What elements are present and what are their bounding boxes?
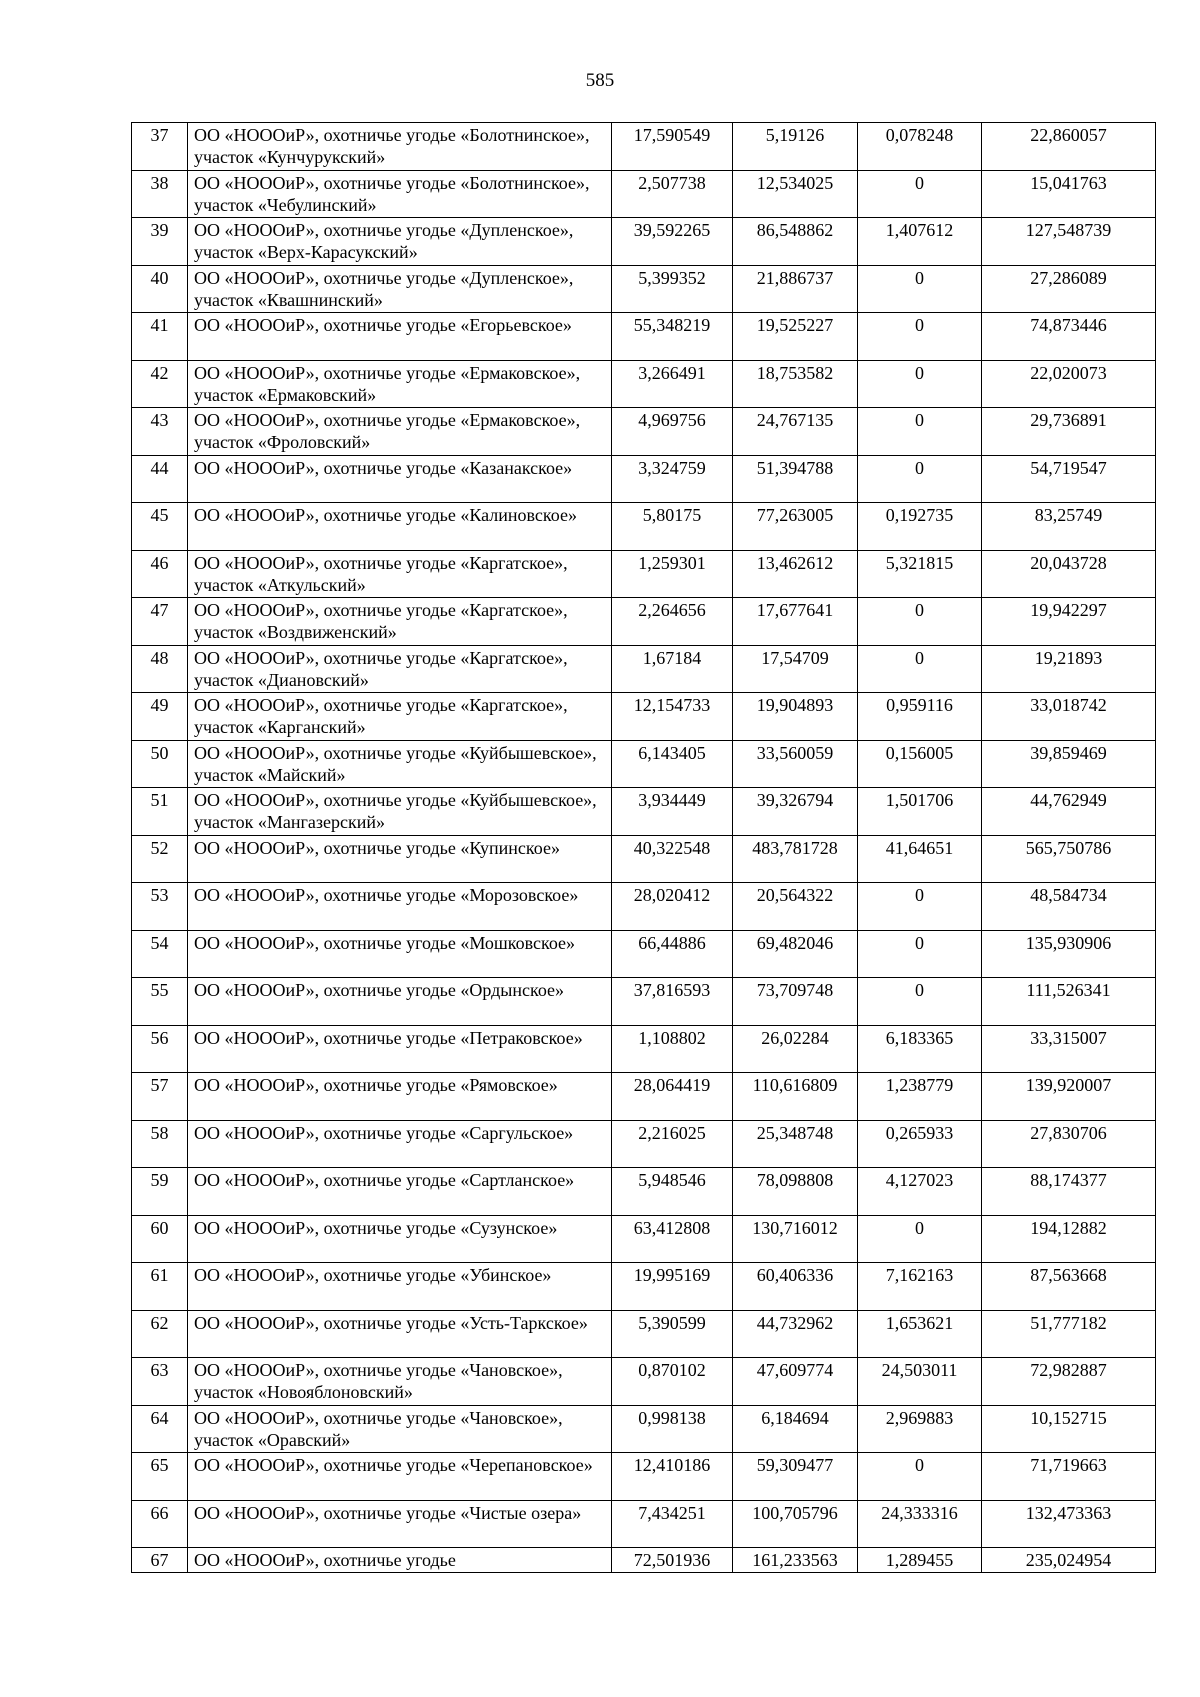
total-value-cell: 74,873446 [982, 313, 1156, 361]
hunting-ground-name-cell: ОО «НОООиР», охотничье угодье «Болотнинское», участок «Кунчурукский» [188, 123, 612, 171]
value-1-cell: 72,501936 [612, 1548, 733, 1573]
hunting-ground-name-cell: ОО «НОООиР», охотничье угодье «Егорьевское» [188, 313, 612, 361]
total-value-cell: 88,174377 [982, 1168, 1156, 1216]
row-number-cell: 51 [132, 788, 188, 836]
value-1-cell: 66,44886 [612, 930, 733, 978]
table-row [132, 313, 1156, 361]
hunting-ground-name-cell: ОО «НОООиР», охотничье угодье «Сузунское» [188, 1215, 612, 1263]
table-row [132, 978, 1156, 1026]
value-3-cell: 0 [858, 360, 982, 408]
table-row [132, 1120, 1156, 1168]
value-2-cell: 161,233563 [733, 1548, 858, 1573]
total-value-cell: 22,860057 [982, 123, 1156, 171]
row-number-cell: 60 [132, 1215, 188, 1263]
row-number-cell: 52 [132, 835, 188, 883]
value-2-cell: 130,716012 [733, 1215, 858, 1263]
total-value-cell: 27,286089 [982, 265, 1156, 313]
total-value-cell: 194,12882 [982, 1215, 1156, 1263]
table-row [132, 1500, 1156, 1548]
total-value-cell: 15,041763 [982, 170, 1156, 218]
hunting-ground-name-cell: ОО «НОООиР», охотничье угодье «Каргатское», участок «Карганский» [188, 693, 612, 741]
hunting-ground-name-cell: ОО «НОООиР», охотничье угодье «Мошковское» [188, 930, 612, 978]
value-3-cell: 0 [858, 1215, 982, 1263]
table-row [132, 1215, 1156, 1263]
row-number-cell: 38 [132, 170, 188, 218]
value-1-cell: 28,020412 [612, 883, 733, 931]
total-value-cell: 33,018742 [982, 693, 1156, 741]
value-3-cell: 0,078248 [858, 123, 982, 171]
value-1-cell: 39,592265 [612, 218, 733, 266]
table-row [132, 360, 1156, 408]
total-value-cell: 10,152715 [982, 1405, 1156, 1453]
value-1-cell: 0,998138 [612, 1405, 733, 1453]
value-3-cell: 5,321815 [858, 550, 982, 598]
hunting-ground-name-cell: ОО «НОООиР», охотничье угодье «Дупленское», участок «Квашнинский» [188, 265, 612, 313]
hunting-grounds-table [131, 122, 1156, 1573]
value-1-cell: 5,399352 [612, 265, 733, 313]
row-number-cell: 56 [132, 1025, 188, 1073]
value-2-cell: 17,54709 [733, 645, 858, 693]
hunting-ground-name-cell: ОО «НОООиР», охотничье угодье «Чановское», участок «Оравский» [188, 1405, 612, 1453]
value-2-cell: 17,677641 [733, 598, 858, 646]
hunting-ground-name-cell: ОО «НОООиР», охотничье угодье «Сартланское» [188, 1168, 612, 1216]
table-row [132, 835, 1156, 883]
row-number-cell: 64 [132, 1405, 188, 1453]
total-value-cell: 54,719547 [982, 455, 1156, 503]
value-2-cell: 110,616809 [733, 1073, 858, 1121]
value-3-cell: 0 [858, 645, 982, 693]
value-1-cell: 28,064419 [612, 1073, 733, 1121]
value-3-cell: 0 [858, 408, 982, 456]
table-row [132, 1405, 1156, 1453]
total-value-cell: 19,21893 [982, 645, 1156, 693]
value-1-cell: 12,154733 [612, 693, 733, 741]
total-value-cell: 132,473363 [982, 1500, 1156, 1548]
table-row [132, 550, 1156, 598]
hunting-ground-name-cell: ОО «НОООиР», охотничье угодье «Убинское» [188, 1263, 612, 1311]
hunting-ground-name-cell: ОО «НОООиР», охотничье угодье «Дупленское», участок «Верх-Карасукский» [188, 218, 612, 266]
value-3-cell: 0 [858, 1453, 982, 1501]
value-2-cell: 21,886737 [733, 265, 858, 313]
value-3-cell: 1,407612 [858, 218, 982, 266]
row-number-cell: 41 [132, 313, 188, 361]
value-2-cell: 100,705796 [733, 1500, 858, 1548]
value-1-cell: 3,266491 [612, 360, 733, 408]
value-3-cell: 0,265933 [858, 1120, 982, 1168]
value-2-cell: 18,753582 [733, 360, 858, 408]
table-row [132, 598, 1156, 646]
value-2-cell: 483,781728 [733, 835, 858, 883]
value-1-cell: 0,870102 [612, 1358, 733, 1406]
row-number-cell: 62 [132, 1310, 188, 1358]
value-3-cell: 4,127023 [858, 1168, 982, 1216]
value-1-cell: 2,264656 [612, 598, 733, 646]
row-number-cell: 65 [132, 1453, 188, 1501]
page-number: 585 [585, 70, 615, 91]
value-3-cell: 1,289455 [858, 1548, 982, 1573]
value-2-cell: 59,309477 [733, 1453, 858, 1501]
row-number-cell: 55 [132, 978, 188, 1026]
value-1-cell: 5,80175 [612, 503, 733, 551]
value-3-cell: 0 [858, 930, 982, 978]
value-3-cell: 6,183365 [858, 1025, 982, 1073]
hunting-ground-name-cell: ОО «НОООиР», охотничье угодье «Каргатское», участок «Диановский» [188, 645, 612, 693]
value-2-cell: 86,548862 [733, 218, 858, 266]
hunting-ground-name-cell: ОО «НОООиР», охотничье угодье «Усть-Таркское» [188, 1310, 612, 1358]
value-3-cell: 0 [858, 455, 982, 503]
value-2-cell: 51,394788 [733, 455, 858, 503]
value-1-cell: 4,969756 [612, 408, 733, 456]
value-1-cell: 1,259301 [612, 550, 733, 598]
value-3-cell: 1,238779 [858, 1073, 982, 1121]
value-1-cell: 3,324759 [612, 455, 733, 503]
table-row [132, 693, 1156, 741]
total-value-cell: 235,024954 [982, 1548, 1156, 1573]
value-2-cell: 60,406336 [733, 1263, 858, 1311]
hunting-ground-name-cell: ОО «НОООиР», охотничье угодье «Каргатское», участок «Аткульский» [188, 550, 612, 598]
row-number-cell: 50 [132, 740, 188, 788]
total-value-cell: 27,830706 [982, 1120, 1156, 1168]
hunting-ground-name-cell: ОО «НОООиР», охотничье угодье «Ермаковское», участок «Ермаковский» [188, 360, 612, 408]
row-number-cell: 48 [132, 645, 188, 693]
table-row [132, 1168, 1156, 1216]
value-3-cell: 24,503011 [858, 1358, 982, 1406]
row-number-cell: 45 [132, 503, 188, 551]
value-3-cell: 0 [858, 883, 982, 931]
value-3-cell: 1,653621 [858, 1310, 982, 1358]
value-1-cell: 55,348219 [612, 313, 733, 361]
hunting-ground-name-cell: ОО «НОООиР», охотничье угодье «Саргульское» [188, 1120, 612, 1168]
value-2-cell: 19,904893 [733, 693, 858, 741]
row-number-cell: 54 [132, 930, 188, 978]
hunting-ground-name-cell: ОО «НОООиР», охотничье угодье «Болотнинское», участок «Чебулинский» [188, 170, 612, 218]
value-2-cell: 69,482046 [733, 930, 858, 978]
value-3-cell: 0,156005 [858, 740, 982, 788]
row-number-cell: 40 [132, 265, 188, 313]
value-1-cell: 1,108802 [612, 1025, 733, 1073]
row-number-cell: 67 [132, 1548, 188, 1573]
table-row [132, 408, 1156, 456]
hunting-ground-name-cell: ОО «НОООиР», охотничье угодье «Морозовское» [188, 883, 612, 931]
value-3-cell: 0,959116 [858, 693, 982, 741]
value-3-cell: 0 [858, 265, 982, 313]
total-value-cell: 22,020073 [982, 360, 1156, 408]
total-value-cell: 51,777182 [982, 1310, 1156, 1358]
hunting-ground-name-cell: ОО «НОООиР», охотничье угодье «Куйбышевское», участок «Мангазерский» [188, 788, 612, 836]
table-row [132, 218, 1156, 266]
total-value-cell: 71,719663 [982, 1453, 1156, 1501]
table-row [132, 503, 1156, 551]
total-value-cell: 565,750786 [982, 835, 1156, 883]
table-row [132, 930, 1156, 978]
table-row [132, 265, 1156, 313]
hunting-ground-name-cell: ОО «НОООиР», охотничье угодье «Чистые озера» [188, 1500, 612, 1548]
value-2-cell: 47,609774 [733, 1358, 858, 1406]
value-2-cell: 5,19126 [733, 123, 858, 171]
value-3-cell: 7,162163 [858, 1263, 982, 1311]
value-3-cell: 0,192735 [858, 503, 982, 551]
table-row [132, 170, 1156, 218]
total-value-cell: 20,043728 [982, 550, 1156, 598]
row-number-cell: 46 [132, 550, 188, 598]
hunting-ground-name-cell: ОО «НОООиР», охотничье угодье [188, 1548, 612, 1573]
value-2-cell: 20,564322 [733, 883, 858, 931]
value-1-cell: 7,434251 [612, 1500, 733, 1548]
value-3-cell: 24,333316 [858, 1500, 982, 1548]
value-1-cell: 12,410186 [612, 1453, 733, 1501]
row-number-cell: 57 [132, 1073, 188, 1121]
value-3-cell: 1,501706 [858, 788, 982, 836]
table-row [132, 1073, 1156, 1121]
hunting-ground-name-cell: ОО «НОООиР», охотничье угодье «Чановское», участок «Новояблоновский» [188, 1358, 612, 1406]
value-2-cell: 24,767135 [733, 408, 858, 456]
total-value-cell: 83,25749 [982, 503, 1156, 551]
value-1-cell: 2,216025 [612, 1120, 733, 1168]
table-row [132, 788, 1156, 836]
table-row [132, 1358, 1156, 1406]
table-row [132, 740, 1156, 788]
row-number-cell: 42 [132, 360, 188, 408]
table-row [132, 123, 1156, 171]
row-number-cell: 66 [132, 1500, 188, 1548]
row-number-cell: 49 [132, 693, 188, 741]
value-2-cell: 78,098808 [733, 1168, 858, 1216]
total-value-cell: 19,942297 [982, 598, 1156, 646]
value-3-cell: 0 [858, 598, 982, 646]
row-number-cell: 43 [132, 408, 188, 456]
table-row [132, 1453, 1156, 1501]
table-row [132, 1025, 1156, 1073]
value-2-cell: 13,462612 [733, 550, 858, 598]
total-value-cell: 139,920007 [982, 1073, 1156, 1121]
value-3-cell: 0 [858, 170, 982, 218]
hunting-ground-name-cell: ОО «НОООиР», охотничье угодье «Калиновское» [188, 503, 612, 551]
row-number-cell: 61 [132, 1263, 188, 1311]
table-row [132, 1263, 1156, 1311]
table-row [132, 645, 1156, 693]
hunting-ground-name-cell: ОО «НОООиР», охотничье угодье «Ермаковское», участок «Фроловский» [188, 408, 612, 456]
row-number-cell: 59 [132, 1168, 188, 1216]
table-row [132, 1310, 1156, 1358]
total-value-cell: 135,930906 [982, 930, 1156, 978]
value-3-cell: 2,969883 [858, 1405, 982, 1453]
row-number-cell: 47 [132, 598, 188, 646]
value-2-cell: 26,02284 [733, 1025, 858, 1073]
value-1-cell: 37,816593 [612, 978, 733, 1026]
total-value-cell: 127,548739 [982, 218, 1156, 266]
hunting-ground-name-cell: ОО «НОООиР», охотничье угодье «Рямовское» [188, 1073, 612, 1121]
value-1-cell: 63,412808 [612, 1215, 733, 1263]
value-3-cell: 0 [858, 313, 982, 361]
hunting-ground-name-cell: ОО «НОООиР», охотничье угодье «Купинское» [188, 835, 612, 883]
value-1-cell: 3,934449 [612, 788, 733, 836]
value-2-cell: 19,525227 [733, 313, 858, 361]
row-number-cell: 39 [132, 218, 188, 266]
value-1-cell: 1,67184 [612, 645, 733, 693]
value-2-cell: 44,732962 [733, 1310, 858, 1358]
row-number-cell: 63 [132, 1358, 188, 1406]
value-2-cell: 33,560059 [733, 740, 858, 788]
value-2-cell: 6,184694 [733, 1405, 858, 1453]
value-1-cell: 17,590549 [612, 123, 733, 171]
table-body [132, 123, 1156, 1573]
value-1-cell: 5,948546 [612, 1168, 733, 1216]
hunting-ground-name-cell: ОО «НОООиР», охотничье угодье «Черепановское» [188, 1453, 612, 1501]
row-number-cell: 37 [132, 123, 188, 171]
total-value-cell: 111,526341 [982, 978, 1156, 1026]
hunting-ground-name-cell: ОО «НОООиР», охотничье угодье «Ордынское» [188, 978, 612, 1026]
value-1-cell: 19,995169 [612, 1263, 733, 1311]
value-2-cell: 25,348748 [733, 1120, 858, 1168]
value-1-cell: 6,143405 [612, 740, 733, 788]
table-row [132, 1548, 1156, 1573]
total-value-cell: 87,563668 [982, 1263, 1156, 1311]
value-1-cell: 5,390599 [612, 1310, 733, 1358]
value-2-cell: 73,709748 [733, 978, 858, 1026]
total-value-cell: 39,859469 [982, 740, 1156, 788]
row-number-cell: 44 [132, 455, 188, 503]
value-1-cell: 40,322548 [612, 835, 733, 883]
value-3-cell: 0 [858, 978, 982, 1026]
total-value-cell: 29,736891 [982, 408, 1156, 456]
value-2-cell: 12,534025 [733, 170, 858, 218]
table-row [132, 455, 1156, 503]
value-2-cell: 77,263005 [733, 503, 858, 551]
total-value-cell: 44,762949 [982, 788, 1156, 836]
hunting-ground-name-cell: ОО «НОООиР», охотничье угодье «Казанакское» [188, 455, 612, 503]
hunting-ground-name-cell: ОО «НОООиР», охотничье угодье «Петраковское» [188, 1025, 612, 1073]
hunting-ground-name-cell: ОО «НОООиР», охотничье угодье «Каргатское», участок «Воздвиженский» [188, 598, 612, 646]
total-value-cell: 48,584734 [982, 883, 1156, 931]
hunting-ground-name-cell: ОО «НОООиР», охотничье угодье «Куйбышевское», участок «Майский» [188, 740, 612, 788]
row-number-cell: 58 [132, 1120, 188, 1168]
total-value-cell: 72,982887 [982, 1358, 1156, 1406]
value-3-cell: 41,64651 [858, 835, 982, 883]
value-2-cell: 39,326794 [733, 788, 858, 836]
row-number-cell: 53 [132, 883, 188, 931]
table-row [132, 883, 1156, 931]
total-value-cell: 33,315007 [982, 1025, 1156, 1073]
value-1-cell: 2,507738 [612, 170, 733, 218]
